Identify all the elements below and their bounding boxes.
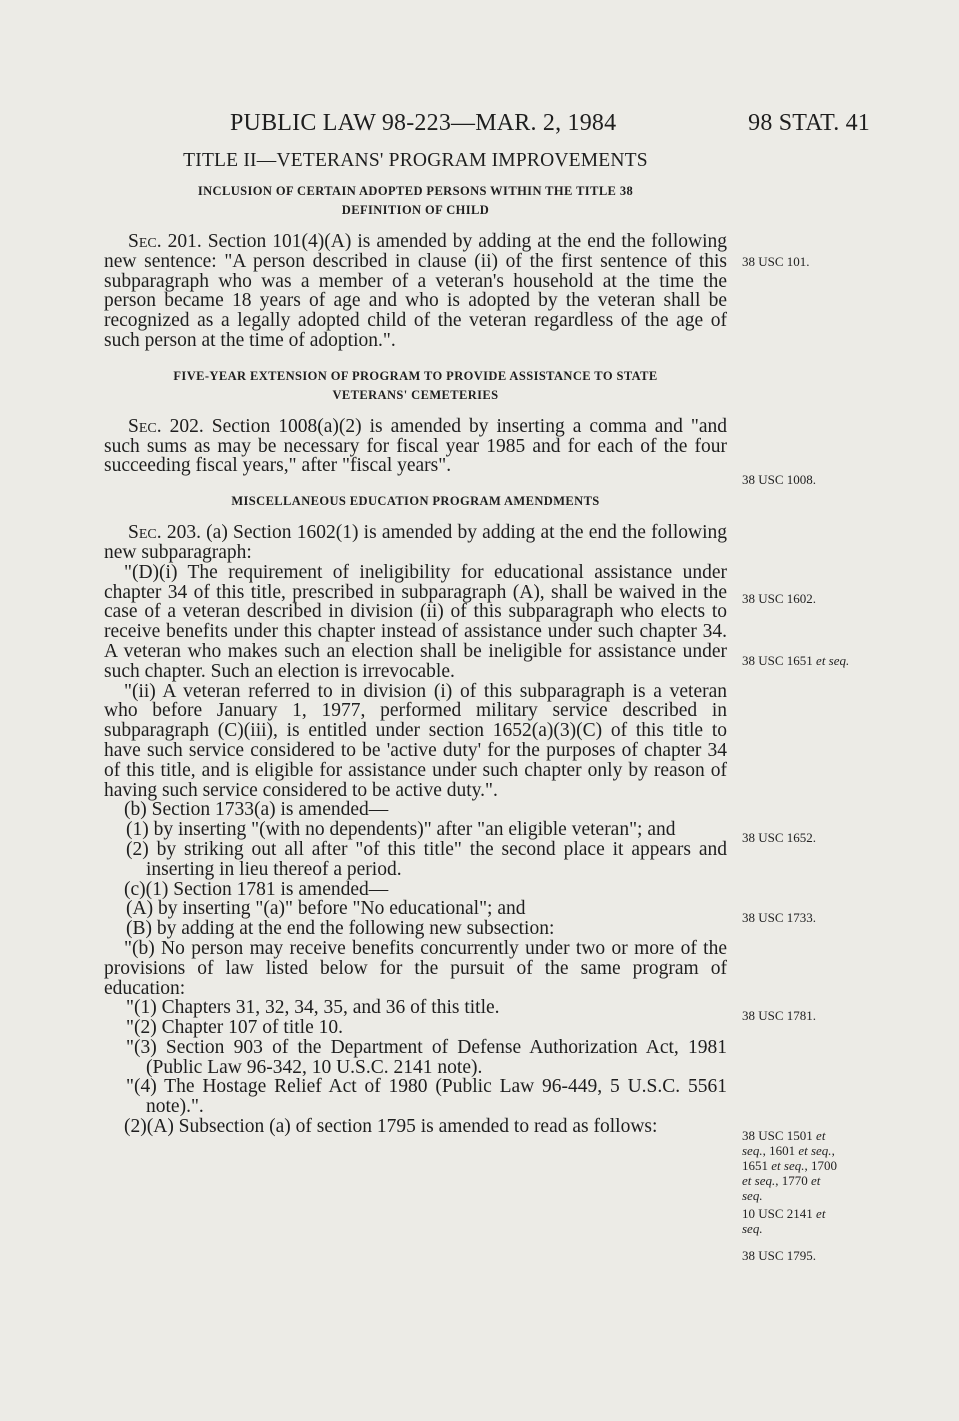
quoted-subsection-b: "(b) No person may receive benefits concurrently under two or more of the provisions of law listed below for the pursuit of the same program of education:: [104, 937, 727, 999]
caption-line: MISCELLANEOUS EDUCATION PROGRAM AMENDMENTS: [231, 494, 600, 509]
subparagraph-d-i: "(D)(i) The requirement of ineligibility for educational assistance under chapter 34 of this title, prescribed in subparagraph (A), shall be waived in the case of a veteran described in division (ii) of this subparagraph who elects to receive benefits under this chapter instead of assistance under such chapter 34. A veteran who makes such an election shall be ineligible for assistance under such chapter. Such an election is irrevocable.: [104, 561, 727, 682]
subsection-c-b: (B) by adding at the end the following new subsection:: [126, 918, 555, 940]
section-202-paragraph: [104, 417, 727, 476]
note-text: et seq.: [771, 1158, 805, 1173]
subsection-c-a: (A) by inserting "(a)" before "No educational"; and: [126, 898, 526, 920]
note-text: , 1700: [804, 1158, 837, 1173]
section-label: Sec. 203.: [128, 522, 201, 544]
subsection-b-1: (1) by inserting "(with no dependents)" after "an eligible veteran"; and: [126, 819, 676, 841]
quoted-item-2: "(2) Chapter 107 of title 10.: [126, 1017, 343, 1039]
note-text: seq.: [742, 1221, 763, 1236]
subsection-c-2-a: (2)(A) Subsection (a) of section 1795 is amended to read as follows:: [124, 1116, 658, 1138]
note-text: seq.: [742, 1188, 763, 1203]
note-text: et: [810, 1173, 821, 1188]
header-citation: PUBLIC LAW 98-223—MAR. 2, 1984: [230, 110, 617, 136]
note-text: 1651: [742, 1158, 768, 1173]
section-text: (a) Section 1602(1) is amended by adding at the end the following new subparagraph:: [104, 522, 727, 563]
note-line: [742, 1158, 872, 1173]
quoted-item-3: "(3) Section 903 of the Department of Defense Authorization Act, 1981 (Public Law 96-342, 10 U.S.C. 2141 note).: [126, 1036, 727, 1078]
section-label: Sec. 201.: [128, 231, 202, 252]
title-heading: TITLE II—VETERANS' PROGRAM IMPROVEMENTS: [183, 150, 648, 171]
section-label: Sec. 202.: [128, 415, 204, 437]
body-column: [104, 150, 727, 1137]
caption-line: DEFINITION OF CHILD: [341, 203, 490, 217]
note-line: [742, 1221, 872, 1236]
section-text: Section 1008(a)(2) is amended by inserting a comma and "and such sums as may be necessary for fiscal year 1985 and for each of the four succeeding fiscal years," after "fiscal years".: [104, 415, 727, 477]
caption-line: VETERANS' CEMETERIES: [332, 387, 499, 402]
note-text: seq.: [742, 1143, 763, 1158]
margin-note-38usc101: 38 USC 101.: [742, 254, 810, 269]
note-text: et seq.: [816, 653, 850, 668]
quoted-item-1: "(1) Chapters 31, 32, 34, 35, and 36 of this title.: [126, 997, 500, 1019]
margin-note-38usc1733: 38 USC 1733.: [742, 910, 817, 925]
note-line: [742, 1188, 872, 1203]
subparagraph-d-ii: "(ii) A veteran referred to in division (i) of this subparagraph is a veteran who before January 1, 1977, performed military service described in subparagraph (C)(iii), is entitled under section 1652(a)(3)(C) of this title to have such service considered to be 'active duty' for the purposes of chapter 34 of this title, and is eligible for assistance under such chapter only by reason of having such service considered to be active duty.".: [104, 680, 727, 801]
note-text: , 1601: [762, 1143, 796, 1158]
section-text: Section 101(4)(A) is amended by adding at the end the following new sentence: "A person described in clause (ii) of the first sentence of this subparagraph who was a member of a veteran's household at the time the person became 18 years of age and who is adopted by the veteran shall be recognized as a legally adopted child of the veteran regardless of the age of such person at the time of adoption.".: [104, 231, 728, 351]
note-line: [742, 1173, 872, 1188]
margin-note-38usc1651: [742, 653, 872, 668]
header-page-number: 98 STAT. 41: [748, 110, 870, 136]
subsection-b-intro: (b) Section 1733(a) is amended—: [124, 799, 389, 821]
section-201-paragraph: [104, 232, 727, 351]
margin-note-38usc1795: 38 USC 1795.: [742, 1248, 817, 1263]
note-text: et seq.: [742, 1173, 776, 1188]
section-203-caption: [104, 492, 727, 511]
margin-note-38usc1501: [742, 1128, 872, 1203]
note-text: 38 USC 1501: [742, 1128, 813, 1143]
section-201-caption: [104, 182, 727, 220]
section-202-caption: [104, 367, 727, 405]
quoted-item-4: "(4) The Hostage Relief Act of 1980 (Public Law 96-449, 5 U.S.C. 5561 note).".: [126, 1076, 727, 1118]
margin-note-38usc1602: 38 USC 1602.: [742, 591, 817, 606]
subsection-b-2: (2) by striking out all after "of this title" the second place it appears and inserting in lieu thereof a period.: [126, 838, 727, 880]
subsection-c-intro: (c)(1) Section 1781 is amended—: [124, 878, 389, 900]
margin-note-38usc1652: 38 USC 1652.: [742, 830, 817, 845]
margin-note-38usc1008: 38 USC 1008.: [742, 472, 817, 487]
note-text: 10 USC 2141: [742, 1206, 813, 1221]
note-line: [742, 1206, 872, 1221]
note-line: [742, 1143, 872, 1158]
note-text: ,: [831, 1143, 835, 1158]
margin-note-10usc2141: [742, 1206, 872, 1236]
caption-line: INCLUSION OF CERTAIN ADOPTED PERSONS WITHIN THE TITLE 38: [197, 184, 634, 198]
caption-line: FIVE-YEAR EXTENSION OF PROGRAM TO PROVIDE ASSISTANCE TO STATE: [173, 368, 658, 383]
margin-note-38usc1781: 38 USC 1781.: [742, 1008, 817, 1023]
note-text: et: [816, 1128, 826, 1143]
note-text: et seq.: [798, 1143, 832, 1158]
note-text: 38 USC 1651: [742, 653, 813, 668]
section-203-paragraph: [104, 523, 727, 563]
note-text: , 1770: [775, 1173, 808, 1188]
note-text: et: [816, 1206, 826, 1221]
note-line: [742, 1128, 872, 1143]
